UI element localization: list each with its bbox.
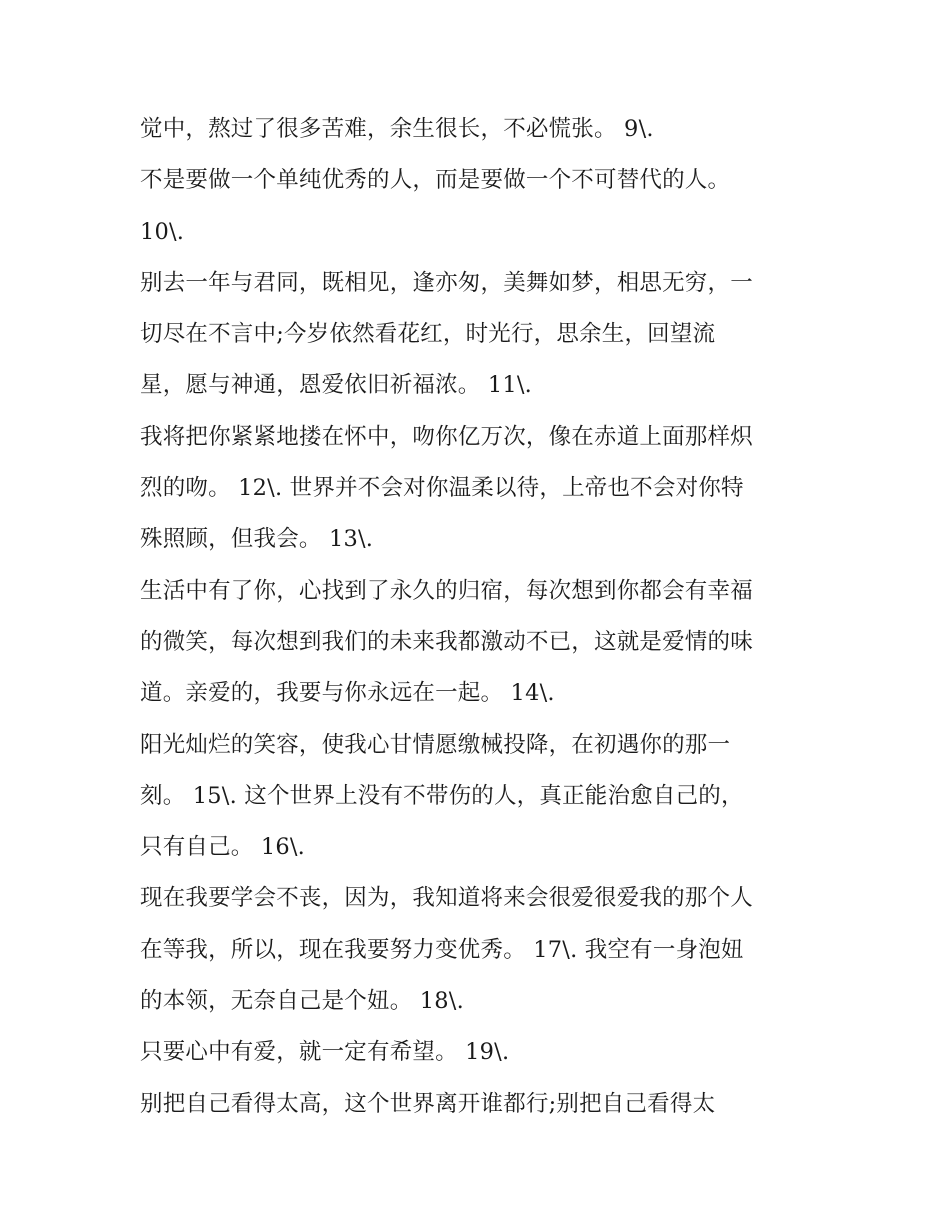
text-line: 生活中有了你，心找到了永久的归宿，每次想到你都会有幸福 [140,577,753,604]
text-line: 刻。 15\. 这个世界上没有不带伤的人，真正能治愈自己的， [140,782,744,809]
text-line: 只要心中有爱，就一定有希望。 19\. [140,1039,510,1066]
text-line: 星，愿与神通，恩爱依旧祈福浓。 11\. [140,372,533,399]
text-line: 殊照顾，但我会。 13\. [140,526,374,553]
text-line: 阳光灿烂的笑容，使我心甘情愿缴械投降，在初遇你的那一 [140,731,731,758]
text-line: 切尽在不言中;今岁依然看花红，时光行，思余生，回望流 [140,321,716,348]
text-line: 别去一年与君同，既相见，逢亦匆，美舞如梦，相思无穷，一 [140,269,753,296]
text-line: 的微笑，每次想到我们的未来我都激动不已，这就是爱情的味 [140,628,753,655]
text-line: 烈的吻。 12\. 世界并不会对你温柔以待，上帝也不会对你特 [140,475,744,502]
text-line: 在等我，所以，现在我要努力变优秀。 17\. 我空有一身泡妞 [140,936,744,963]
text-line: 觉中，熬过了很多苦难，余生很长，不必慌张。 9\. [140,116,654,142]
text-line: 别把自己看得太高，这个世界离开谁都行;别把自己看得太 [140,1090,716,1117]
text-line: 只有自己。 16\. [140,834,306,861]
text-line: 道。亲爱的，我要与你永远在一起。 14\. [140,680,555,707]
text-line: 我将把你紧紧地搂在怀中，吻你亿万次，像在赤道上面那样炽 [140,423,753,450]
text-line: 的本领，无奈自己是个妞。 18\. [140,988,464,1015]
text-line: 不是要做一个单纯优秀的人，而是要做一个不可替代的人。 [140,167,731,194]
text-line: 现在我要学会不丧，因为，我知道将来会很爱很爱我的那个人 [140,885,753,912]
text-line: 10\. [140,218,185,245]
body-text [140,104,830,1130]
